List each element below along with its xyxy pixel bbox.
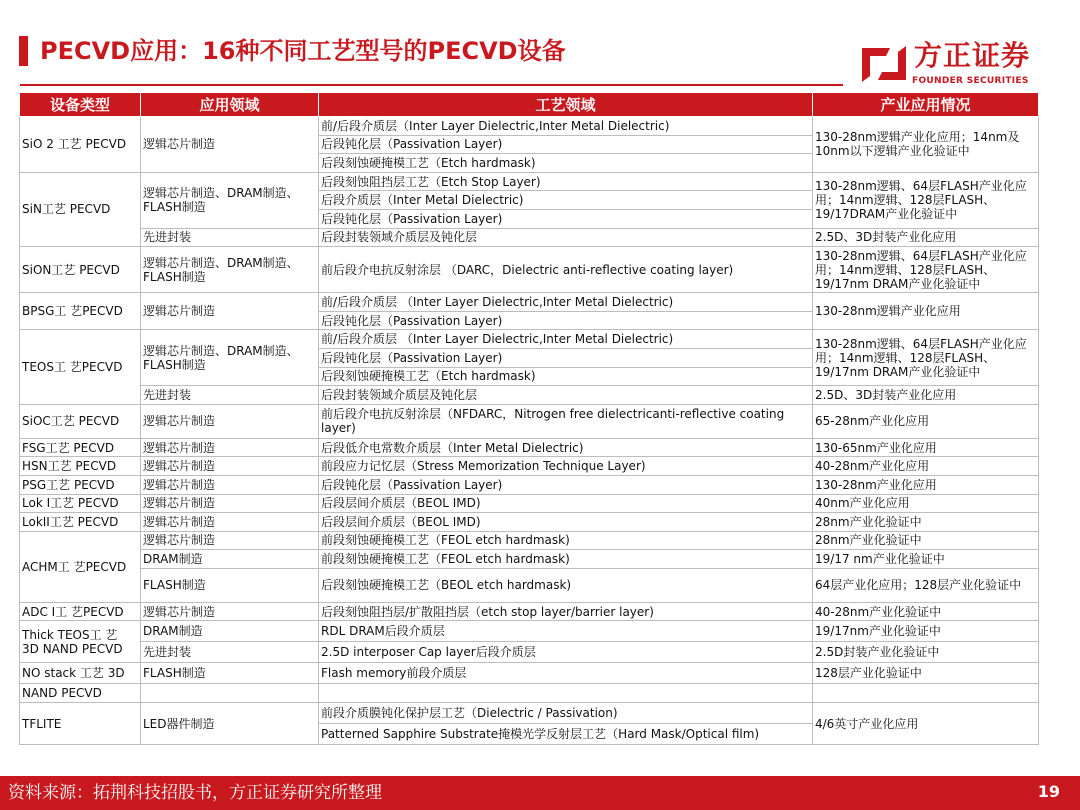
- process-cell: 前/后段介质层 （Inter Layer Dielectric,Inter Metal Dielectric): [319, 330, 813, 349]
- device-cell: HSN工艺 PECVD: [20, 457, 141, 476]
- device-cell: PSG工艺 PECVD: [20, 475, 141, 494]
- device-cell: ACHM工 艺PECVD: [20, 531, 141, 602]
- table-row: [20, 513, 1039, 532]
- founder-logo: [860, 39, 1042, 89]
- application-cell: 逻辑芯片制造: [141, 457, 319, 476]
- process-cell: 后段刻蚀阻挡层工艺（Etch Stop Layer): [319, 172, 813, 191]
- status-cell: 130-28nm逻辑产业化应用: [813, 293, 1039, 330]
- device-cell: LokII工艺 PECVD: [20, 513, 141, 532]
- status-cell: 130-65nm产业化应用: [813, 438, 1039, 457]
- application-cell: DRAM制造: [141, 550, 319, 569]
- device-cell: SiOC工艺 PECVD: [20, 404, 141, 438]
- status-cell: 2.5D封装产业化验证中: [813, 642, 1039, 663]
- process-cell: Patterned Sapphire Substrate掩模光学反射层工艺（Hard Mask/Optical film): [319, 724, 813, 745]
- status-cell: 2.5D、3D封装产业化应用: [813, 228, 1039, 247]
- status-cell: 40nm产业化应用: [813, 494, 1039, 513]
- title-underline: [20, 84, 843, 86]
- status-cell: 130-28nm逻辑、64层FLASH产业化应用；14nm逻辑、128层FLASH、19/17DRAM产业化验证中: [813, 172, 1039, 228]
- table-row: [20, 684, 1039, 703]
- application-cell: 逻辑芯片制造: [141, 438, 319, 457]
- device-cell: BPSG工 艺PECVD: [20, 293, 141, 330]
- application-cell: 逻辑芯片制造: [141, 475, 319, 494]
- device-cell: FSG工艺 PECVD: [20, 438, 141, 457]
- table-row: [20, 531, 1039, 550]
- process-cell: 前/后段介质层 （Inter Layer Dielectric,Inter Metal Dielectric): [319, 293, 813, 312]
- process-cell: RDL DRAM后段介质层: [319, 621, 813, 642]
- device-cell: ADC I工 艺PECVD: [20, 602, 141, 621]
- process-cell: 后段刻蚀阻挡层/扩散阻挡层（etch stop layer/barrier layer): [319, 602, 813, 621]
- pecvd-equipment-table: [19, 92, 1039, 745]
- status-cell: 64层产业化应用；128层产业化验证中: [813, 568, 1039, 602]
- status-cell: 4/6英寸产业化应用: [813, 703, 1039, 745]
- application-cell: 逻辑芯片制造: [141, 602, 319, 621]
- status-cell: 28nm产业化验证中: [813, 513, 1039, 532]
- status-cell: 130-28nm逻辑产业化应用；14nm及10nm以下逻辑产业化验证中: [813, 117, 1039, 173]
- process-cell: 后段刻蚀硬掩模工艺（BEOL etch hardmask): [319, 568, 813, 602]
- application-cell: 先进封装: [141, 642, 319, 663]
- process-cell: 前段介质膜钝化保护层工艺（Dielectric / Passivation): [319, 703, 813, 724]
- table-row: [20, 475, 1039, 494]
- process-cell: 后段层间介质层（BEOL IMD): [319, 513, 813, 532]
- process-cell: 前后段介电抗反射涂层 （DARC，Dielectric anti-reflective coating layer): [319, 247, 813, 293]
- table-row: [20, 293, 1039, 312]
- process-cell: 后段介质层（Inter Metal Dielectric): [319, 191, 813, 210]
- process-cell: 后段钝化层（Passivation Layer): [319, 475, 813, 494]
- status-cell: 65-28nm产业化应用: [813, 404, 1039, 438]
- table-row: [20, 404, 1039, 438]
- application-cell: FLASH制造: [141, 568, 319, 602]
- header-application: 应用领域: [141, 93, 319, 117]
- process-cell: [319, 684, 813, 703]
- table-row: [20, 602, 1039, 621]
- process-cell: 后段层间介质层（BEOL IMD): [319, 494, 813, 513]
- application-cell: 先进封装: [141, 386, 319, 405]
- application-cell: 逻辑芯片制造: [141, 293, 319, 330]
- process-cell: 后段低介电常数介质层（Inter Metal Dielectric): [319, 438, 813, 457]
- process-cell: 前段刻蚀硬掩模工艺（FEOL etch hardmask): [319, 550, 813, 569]
- logo-english-name: FOUNDER SECURITIES: [912, 76, 1029, 86]
- application-cell: FLASH制造: [141, 663, 319, 684]
- process-cell: 前后段介电抗反射涂层（NFDARC，Nitrogen free dielectricanti-reflective coating layer): [319, 404, 813, 438]
- page-title: PECVD应用：16种不同工艺型号的PECVD设备: [40, 37, 566, 65]
- title-accent-bar: [19, 36, 28, 66]
- header-industry-status: 产业应用情况: [813, 93, 1039, 117]
- table-row: [20, 438, 1039, 457]
- application-cell: 逻辑芯片制造: [141, 513, 319, 532]
- process-cell: Flash memory前段介质层: [319, 663, 813, 684]
- device-cell: TEOS工 艺PECVD: [20, 330, 141, 404]
- device-cell: Lok I工艺 PECVD: [20, 494, 141, 513]
- status-cell: 28nm产业化验证中: [813, 531, 1039, 550]
- status-cell: 130-28nm产业化应用: [813, 475, 1039, 494]
- header-device-type: 设备类型: [20, 93, 141, 117]
- application-cell: [141, 684, 319, 703]
- process-cell: 后段钝化层（Passivation Layer): [319, 209, 813, 228]
- process-cell: 前段应力记忆层（Stress Memorization Technique Layer): [319, 457, 813, 476]
- status-cell: 2.5D、3D封装产业化应用: [813, 386, 1039, 405]
- status-cell: 130-28nm逻辑、64层FLASH产业化应用；14nm逻辑、128层FLASH、19/17nm DRAM产业化验证中: [813, 330, 1039, 386]
- application-cell: 逻辑芯片制造: [141, 117, 319, 173]
- application-cell: 逻辑芯片制造、DRAM制造、FLASH制造: [141, 172, 319, 228]
- device-cell: NO stack 工艺 3D: [20, 663, 141, 684]
- table-row: [20, 663, 1039, 684]
- process-cell: 前段刻蚀硬掩模工艺（FEOL etch hardmask): [319, 531, 813, 550]
- table-row: [20, 457, 1039, 476]
- header-process: 工艺领域: [319, 93, 813, 117]
- application-cell: LED器件制造: [141, 703, 319, 745]
- table-row: [20, 621, 1039, 642]
- table-row: [20, 494, 1039, 513]
- process-cell: 后段刻蚀硬掩模工艺（Etch hardmask): [319, 154, 813, 173]
- status-cell: 40-28nm产业化验证中: [813, 602, 1039, 621]
- device-cell: SiN工艺 PECVD: [20, 172, 141, 246]
- application-cell: 先进封装: [141, 228, 319, 247]
- table-row: [20, 228, 1039, 247]
- process-cell: 后段封装领域介质层及钝化层: [319, 386, 813, 405]
- status-cell: 40-28nm产业化应用: [813, 457, 1039, 476]
- footer-bar: [0, 776, 1080, 810]
- process-cell: 2.5D interposer Cap layer后段介质层: [319, 642, 813, 663]
- device-cell: NAND PECVD: [20, 684, 141, 703]
- device-cell: Thick TEOS工 艺 3D NAND PECVD: [20, 621, 141, 663]
- table-row: [20, 568, 1039, 602]
- process-cell: 后段钝化层（Passivation Layer): [319, 348, 813, 367]
- process-cell: 后段钝化层（Passivation Layer): [319, 135, 813, 154]
- process-cell: 前/后段介质层（Inter Layer Dielectric,Inter Metal Dielectric): [319, 117, 813, 136]
- device-cell: SiON工艺 PECVD: [20, 247, 141, 293]
- device-cell: TFLITE: [20, 703, 141, 745]
- table-row: [20, 386, 1039, 405]
- table-row: [20, 703, 1039, 724]
- table-row: [20, 550, 1039, 569]
- application-cell: 逻辑芯片制造: [141, 404, 319, 438]
- application-cell: 逻辑芯片制造: [141, 531, 319, 550]
- page-number: 19: [1037, 782, 1060, 801]
- application-cell: 逻辑芯片制造、DRAM制造、FLASH制造: [141, 330, 319, 386]
- table-row: [20, 172, 1039, 191]
- founder-logo-icon: [860, 42, 908, 86]
- status-cell: 130-28nm逻辑、64层FLASH产业化应用；14nm逻辑、128层FLASH、19/17nm DRAM产业化验证中: [813, 247, 1039, 293]
- logo-chinese-name: 方正证券: [914, 39, 1031, 72]
- table-row: [20, 117, 1039, 136]
- process-cell: 后段刻蚀硬掩模工艺（Etch hardmask): [319, 367, 813, 386]
- application-cell: 逻辑芯片制造、DRAM制造、FLASH制造: [141, 247, 319, 293]
- application-cell: DRAM制造: [141, 621, 319, 642]
- device-cell: SiO 2 工艺 PECVD: [20, 117, 141, 173]
- status-cell: 19/17nm产业化验证中: [813, 621, 1039, 642]
- table-row: [20, 330, 1039, 349]
- status-cell: 128层产业化验证中: [813, 663, 1039, 684]
- process-cell: 后段封装领域介质层及钝化层: [319, 228, 813, 247]
- source-note: 资料来源：拓荆科技招股书，方正证券研究所整理: [8, 783, 382, 803]
- status-cell: 19/17 nm产业化验证中: [813, 550, 1039, 569]
- table-row: [20, 247, 1039, 293]
- table-header-row: [20, 93, 1039, 117]
- table-row: [20, 642, 1039, 663]
- application-cell: 逻辑芯片制造: [141, 494, 319, 513]
- process-cell: 后段钝化层（Passivation Layer): [319, 311, 813, 330]
- status-cell: [813, 684, 1039, 703]
